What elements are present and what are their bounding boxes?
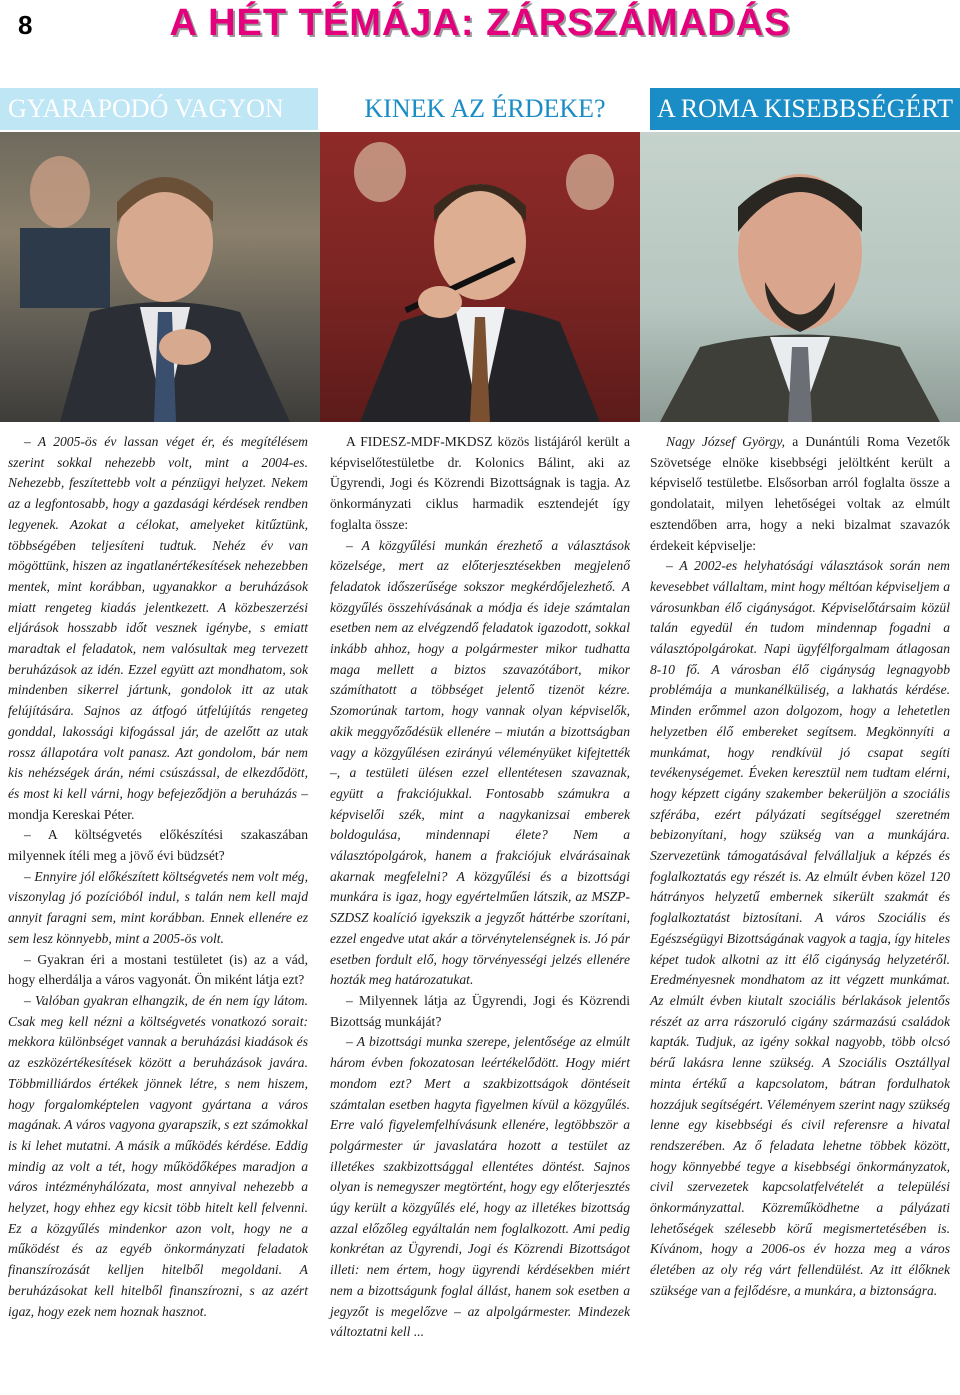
article-column-right: [650, 432, 950, 1302]
article-left-question-2: – Gyakran éri a mostani testületet (is) az a vád, hogy elherdálja a város vagyonát. Ön miként látja ezt?: [8, 951, 308, 988]
page-number: 8: [18, 10, 33, 40]
article-right-interviewee-name: Nagy József György,: [666, 434, 786, 449]
article-right-intro: a Dunántúli Roma Vezetők Szövetsége elnöke kisebbségi jelöltként került a képviselő testületbe. Elsősorban arról foglalta össze a gondolatait, milyen lehetőségei voltak az elmúlt esztendőben arra, hogy a neki bizalmat szavazók érdekeit képviselje:: [650, 434, 950, 553]
photo-middle-image: [320, 132, 640, 422]
article-left-attribution: – mondja Kereskai Péter.: [8, 785, 309, 822]
section-heading-right: A ROMA KISEBBSÉGÉRT: [650, 88, 960, 130]
photo-left: [0, 132, 320, 422]
article-middle-answer-1: – A közgyűlési munkán érezhető a választások közelsége, mert az előterjesztésekben megjelenő feladatok időszerűsége sokszor megkérdőjelezhető. A közgyűlés összehívásának a módja és ideje számtalan esetben nem az elvégzendő feladatok igazodott, sokkal inkább ahhoz, hogy a polgármester mikor tudhatta maga mellett a biztos szavazótábort, mikor számíthatott a többséget jelentő tizenöt kézre. Szomorúnak tartom, hogy vannak olyan képviselők, akik meggyőződésük ellenére – miután a bizottságban vagy a közgyűlésen ezirányú véleményüket kifejtették –, a testületi ülésen ezzel ellentétesen szavaznak, együtt a frakciójukkal. Fontosabb számukra a képviselői szék, mint a nagykanizsai emberek boldogulása, mindennapi élete? Nem a választópolgárok, hanem a frakciójuk elvárásainak akarnak megfelelni? A közgyűlési és a bizottsági munkára is igaz, hogy egyértelműen látszik, az MSZP-SZDSZ koalíció igyekszik a jegyzőt háttérbe szorítani, ezzel engedve utat akár a törvénytelenségnek is. Jó pár esetben fordult elő, hogy törvényességi jelzés ellenére hozták meg határozatukat.: [330, 537, 630, 988]
photo-middle: [320, 132, 640, 422]
section-heading-left: GYARAPODÓ VAGYON: [0, 88, 318, 130]
article-left-answer-1: – A 2005-ös év lassan véget ér, és megítélésem szerint sokkal nehezebb volt, mint a 2004-es. Nehezebb, feszítettebb volt a pénzügyi helyzet. Nekem az a legfontosabb, hogy a gazdasági kérdések rendben legyenek. Azokat a célokat, amelyeket kitűztünk, többségében teljesíteni tudtuk. Nehéz év van mögöttünk, hiszen az ingatlanértékesítések nehezebben mentek, mint korábban, ugyanakkor a beruházások miatt rengeteg kiadás jelentkezett. A közbeszerzési eljárások hosszabb időt vesznek igénybe, s emiatt maradtak el feladatok, nem valósultak meg tervezett beruházások az idén. Ezzel együtt azt mondhatom, sok mindenben sikerrel jártunk, gondolok itt az utak felújítására. Sajnos az átfogó útfelújítás rengeteg gonddal, lakossági kifogással jár, de azelőtt az utak rossz állapotára volt panasz. Azt gondolom, bár nem kis nehézségek árán, némi csúszással, de elkezdődött, és most ki kell várni, hogy befejeződjön a beruházás: [8, 434, 308, 801]
article-left-answer-2: – Ennyire jól előkészített költségvetés nem volt még, viszonylag jó pozícióból indul, s talán nem kell majd annyit faragni sem, mint korábban. Ennek ellenére ez sem lesz könnyebb, mint a 2005-ös volt.: [8, 868, 308, 946]
article-middle-answer-2: – A bizottsági munka szerepe, jelentősége az elmúlt három évben fokozatosan leértékelődött. Hogy miért mondom ezt? Mert a szakbizottságok döntéseit számtalan esetben hagyta figyelmen kívül a közgyűlés. Erre való figyelemfelhívásunk ellenére, legtöbbször a polgármester úr javaslatára hozott a testület az illetékes szakbizottsággal ellentétes döntést. Sajnos olyan is nemegyszer megtörtént, hogy egy előterjesztés úgy került a közgyűlés elé, hogy az illetékes bizottság azzal előzőleg egyáltalán nem foglalkozott. Ami pedig konkrétan az Ügyrendi, Jogi és Közrendi Bizottságot illeti: nem értem, hogy ügyrendi kérdésekben miért nem a bizottságunk foglal állást, hanem sok esetben a jegyzőt is megelőzve – az alpolgármester. Mindezek változtatni kell ...: [330, 1034, 630, 1340]
page-title: A HÉT TÉMÁJA: ZÁRSZÁMADÁS: [169, 2, 791, 44]
article-column-middle: [330, 432, 630, 1343]
photo-left-image: [0, 132, 320, 422]
article-right-answer-1: – A 2002-es helyhatósági választások során nem kevesebbet vállaltam, mint hogy méltóan képviseljem a városunkban élő cigányságot. Képviselőtársaim közül talán egyedül én tudom mindennap fogadni a választópolgárokat. Napi ügyfélforgalmam átlagosan 8-10 fő. A városban élő cigányság legnagyobb problémája a munkanélküliség, a lakhatás kérdése. Minden erőmmel azon dolgozom, hogy a lehetetlen helyzetben élő embereket segítsem. Megkönnyíti a munkámat, hogy rendkívül jó csapat segíti tevékenységemet. Éveken keresztül nem tudtam elérni, hogy képzett cigány szakember bekerüljön a szociális szférába, ezért pályázati segítséggel szeretném bebizonyítani, hogy szükség van a munkájára. Szervezetünk támogatásával felvállaljuk a képzés és foglalkoztatás egy részét is. Az elmúlt évben közel 120 hátrányos helyzetű embernek sikerült szakmát és foglalkoztatást biztosítani. A város Szociális és Egészségügyi Bizottságának vagyok a tagja, így hiteles képet tudok alkotni az itt élő cigányság helyzetéről. Eredményesnek mondhatom az itt végzett munkámat. Az elmúlt évben kiutalt szociális bérlakások jelentős részét az arra rászoruló cigány származású családok kapták. Tudjuk, az igény sokkal nagyobb, több olcsó bérű lakásra lenne szükség. A Szociális Osztállyal minta értékű a kapcsolatom, bátran fordulhatok hozzájuk segítségért. Véleményem szerint nagy szükség lenne egy kisebbségi és civil referensre a hivatal rendszerében. Az ő feladata lehetne többek között, hogy könnyebbé tegye a kisebbségi önkormányzatok, civil szervezetek kapcsolatfelvételét a települési önkormányzattal. Közreműködhetne a pályázati lehetőségek szélesebb körű megismertetésében is. Kívánom, hogy a 2006-os év hozza meg a város életében az oly rég várt fellendülést. Az itt élőknek szüksége van a fejlődésre, a munkára, a biztonságra.: [650, 558, 950, 1298]
article-left-question-1: – A költségvetés előkészítési szakaszában milyennek ítéli meg a jövő évi büdzsét?: [8, 827, 308, 864]
photo-right: [640, 132, 960, 422]
article-middle-question-1: – Milyennek látja az Ügyrendi, Jogi és Közrendi Bizottság munkáját?: [330, 992, 630, 1029]
section-heading-middle: KINEK AZ ÉRDEKE?: [330, 88, 640, 130]
article-column-left: [8, 432, 308, 1322]
photo-right-image: [640, 132, 960, 422]
article-left-answer-3: – Valóban gyakran elhangzik, de én nem így látom. Csak meg kell nézni a költségvetés vonatkozó sorait: mekkora különbséget vannak a beruházási kiadások és az eszközértékesítések között a beruházások javára. Többmilliárdos értékek jönnek létre, s nem hiszem, hogy forgalomképtelen vagyont gyártana a város magának. A város vagyona gyarapszik, s ezt számokkal is ki lehet mutatni. A másik a működés kérdése. Eddig mindig az volt a tét, hogy működőképes maradjon a város intézményhálózata, most annyival nehezebb a helyzet, hogy ehhez egy kicsit több hitelt kell felvenni. Ez a közgyűlés mindenkor azon volt, hogy ne a működést és az egyéb önkormányzati feladatok finanszírozását kelljen hitelből megoldani. A beruházásokat kell hitelből finanszírozni, s az azért igaz, hogy ezek nem hoznak hasznot.: [8, 992, 308, 1319]
article-middle-intro: A FIDESZ-MDF-MKDSZ közös listájáról került a képviselőtestületbe dr. Kolonics Bálint, aki az Ügyrendi, Jogi és Közrendi Bizottságnak is tagja. Az önkormányzati ciklus harmadik esztendejét így foglalta össze:: [330, 434, 630, 532]
